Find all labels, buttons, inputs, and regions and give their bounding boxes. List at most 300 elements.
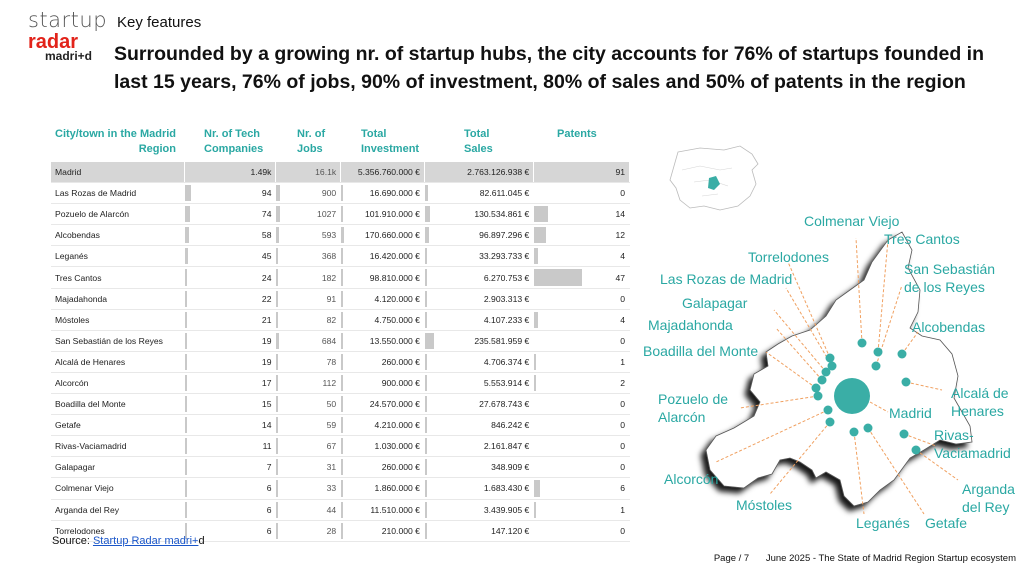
cell-patents-bar [534,206,548,222]
map-label-majadahonda: Majadahonda [648,317,733,333]
cell-tech-bar [185,291,187,307]
cell-sales-value: 348.909 € [491,462,530,473]
cell-sales-bar [425,396,427,412]
page-number: Page / 7 [713,553,750,564]
table-row [51,394,630,415]
cell-tech-value: 19 [261,356,272,367]
cell-sales [424,394,533,415]
cell-city: Arganda del Rey [51,499,185,520]
cell-inv-bar [341,333,343,349]
cell-jobs [276,267,341,288]
cell-sales-bar [425,206,430,222]
cell-patents-value: 0 [620,462,625,473]
cell-tech [185,267,276,288]
cell-patents [534,267,630,288]
cell-sales-value: 96.897.296 € [479,230,530,241]
cell-inv [341,372,425,393]
cell-jobs-bar [276,291,278,307]
map-label-san-sebastian-line2: de los Reyes [904,279,985,295]
cell-city: Boadilla del Monte [51,394,185,415]
cell-city: Majadahonda [51,288,185,309]
cell-tech-value: 58 [261,230,272,241]
table-row [51,183,630,204]
cell-jobs-bar [276,438,278,454]
cell-patents [534,288,630,309]
cell-patents [534,162,630,183]
cell-inv-bar [341,438,343,454]
table-row [51,436,630,457]
cell-jobs [276,162,341,183]
header-inv-line1: Total [361,128,387,140]
map-dot-madrid [834,378,870,414]
map-dot-boadilla [812,384,821,393]
cell-sales-bar [425,375,427,391]
cell-tech [185,225,276,246]
table-row [51,478,630,499]
cell-inv-bar [341,459,343,475]
cell-tech [185,478,276,499]
table-row [51,246,630,267]
header-sales-line2: Sales [464,143,493,155]
startup-radar-logo [28,10,108,62]
table-row [51,309,630,330]
cell-patents-value: 6 [620,483,625,494]
cell-tech [185,309,276,330]
cell-tech [185,288,276,309]
cell-tech-bar [185,248,188,264]
cell-sales-value: 2.903.313 € [483,293,530,304]
cell-jobs-value: 368 [321,251,337,262]
cell-sales-value: 33.293.733 € [479,251,530,262]
map-dot-galapagar [822,368,831,377]
cell-city: Alcalá de Henares [51,351,185,372]
cell-tech-value: 17 [261,377,272,388]
table-row [51,415,630,436]
cell-jobs [276,415,341,436]
map-label-tres-cantos: Tres Cantos [884,231,960,247]
cell-jobs [276,457,341,478]
cell-inv [341,415,425,436]
cell-sales [424,267,533,288]
cell-city: Tres Cantos [51,267,185,288]
cell-patents-value: 47 [615,272,625,283]
map-dot-arganda [912,446,921,455]
table-row [51,288,630,309]
cell-city: Las Rozas de Madrid [51,183,185,204]
map-dot-alcala [902,378,911,387]
cell-city: Pozuelo de Alarcón [51,204,185,225]
cell-sales [424,246,533,267]
cell-sales [424,478,533,499]
cell-tech-bar [185,438,187,454]
cell-patents-value: 0 [620,335,625,346]
cell-jobs-value: 31 [326,462,337,473]
cell-city: Galapagar [51,457,185,478]
cell-jobs-value: 91 [326,293,337,304]
map-label-alcorcon: Alcorcón [664,471,719,487]
cell-sales-bar [425,459,427,475]
cell-jobs [276,183,341,204]
cell-sales-bar [425,417,427,433]
table-row [51,330,630,351]
cell-city: Móstoles [51,309,185,330]
header-patents [557,127,597,142]
cell-inv-bar [341,523,343,539]
map-dot-alcobendas [898,350,907,359]
header-investment [361,127,419,157]
cell-inv [341,267,425,288]
cell-sales [424,162,533,183]
cell-inv-value: 11.510.000 € [370,504,420,515]
map-label-mostoles: Móstoles [736,497,793,513]
cell-sales-value: 4.107.233 € [483,314,530,325]
cell-sales-value: 6.270.753 € [483,272,530,283]
cell-inv-value: 24.570.000 € [369,399,420,410]
cell-patents [534,436,630,457]
cell-jobs [276,372,341,393]
map-label-colmenar-viejo: Colmenar Viejo [804,213,900,229]
table-row [51,204,630,225]
cell-jobs-value: 28 [326,525,337,536]
cell-inv-bar [341,291,343,307]
cell-city: Getafe [51,415,185,436]
cell-inv [341,499,425,520]
cell-sales-value: 130.534.861 € [474,209,530,220]
cell-tech-bar [185,417,187,433]
cell-patents [534,183,630,204]
map-label-madrid: Madrid [889,405,932,421]
cell-jobs [276,436,341,457]
cell-sales-bar [425,291,427,307]
cell-patents-value: 4 [620,251,625,262]
map-dot-sansebastian [872,362,881,371]
cell-tech [185,394,276,415]
cell-jobs [276,330,341,351]
source-prefix: Source: [52,535,93,547]
table-row [51,457,630,478]
cell-sales-bar [425,333,434,349]
cell-patents-value: 0 [620,441,625,452]
cell-jobs-bar [276,480,278,496]
cell-tech-value: 11 [262,441,272,452]
cell-sales-value: 82.611.045 € [479,188,530,199]
cell-jobs-bar [276,312,278,328]
cell-inv [341,183,425,204]
cell-patents [534,225,630,246]
cell-sales-value: 1.683.430 € [483,483,530,494]
cell-inv-value: 4.120.000 € [374,293,420,304]
cell-patents [534,372,630,393]
cell-inv-value: 260.000 € [381,462,420,473]
cell-sales-value: 4.706.374 € [483,356,530,367]
table-row [51,267,630,288]
cell-inv-bar [341,248,343,264]
map-label-alcala [951,384,1009,420]
cell-city: Alcorcón [51,372,185,393]
map-dot-getafe [864,424,873,433]
cell-jobs-bar [276,417,278,433]
cell-city: Colmenar Viejo [51,478,185,499]
cell-jobs-value: 50 [326,399,337,410]
cell-patents [534,246,630,267]
cell-inv [341,520,425,541]
table-row [51,351,630,372]
map-dot-torrelodones [826,354,835,363]
cell-patents-value: 0 [620,188,625,199]
cell-inv-value: 900.000 € [381,377,420,388]
cell-jobs [276,204,341,225]
map-label-rivas-line1: Rivas- [934,427,974,443]
cell-tech [185,330,276,351]
cell-jobs-bar [276,375,278,391]
map-label-boadilla: Boadilla del Monte [643,343,759,359]
cell-patents-bar [534,248,538,264]
page-headline: Surrounded by a growing nr. of startup hubs, the city accounts for 76% of startups founded in last 15 years, 76% of jobs, 90% of investment, 80% of sales and 50% of patents in the region [114,43,984,93]
cell-tech-bar [185,312,187,328]
cell-sales-bar [425,502,427,518]
cell-city: Torrelodones [51,520,185,541]
cell-patents-value: 4 [620,314,625,325]
map-label-pozuelo [658,390,728,426]
cell-tech [185,162,276,183]
header-city-line1: City/town in the Madrid [55,128,176,140]
cell-patents [534,499,630,520]
header-tech-line1: Nr. of Tech [204,128,261,140]
cell-tech-value: 7 [266,462,272,473]
cell-inv [341,162,425,183]
header-city [36,127,176,157]
header-sales [464,127,493,157]
cell-patents [534,478,630,499]
cell-tech [185,246,276,267]
cell-sales-value: 147.120 € [491,525,530,536]
map-dot-colmenar [858,339,867,348]
map-label-alcala-line2: Henares [951,403,1004,419]
cell-jobs-value: 182 [321,272,337,283]
cell-tech-value: 1.49k [250,167,272,178]
map-dot-alcorcon [824,406,833,415]
cell-tech-value: 6 [266,504,272,515]
cell-inv-bar [341,312,343,328]
cell-tech-value: 24 [261,272,272,283]
source-note [52,535,205,547]
cell-inv-value: 1.030.000 € [374,441,420,452]
cell-patents [534,309,630,330]
cell-city: Rivas-Vaciamadrid [51,436,185,457]
cell-tech [185,183,276,204]
cell-patents [534,415,630,436]
cell-tech [185,351,276,372]
cell-tech-value: 19 [261,335,272,346]
cell-sales [424,204,533,225]
cell-tech-value: 21 [261,314,272,325]
cell-inv-value: 16.690.000 € [369,188,420,199]
cell-sales-value: 846.242 € [491,420,530,431]
cell-jobs-bar [276,502,278,518]
cell-inv-bar [341,396,343,412]
cell-jobs [276,394,341,415]
cell-tech [185,457,276,478]
cell-patents-value: 1 [620,504,625,515]
cell-inv-value: 101.910.000 € [364,209,420,220]
cell-patents-value: 0 [620,420,625,431]
cell-jobs [276,288,341,309]
cell-sales [424,225,533,246]
cell-jobs-value: 78 [326,356,337,367]
cell-jobs-value: 59 [326,420,337,431]
cell-jobs-bar [276,227,278,243]
cell-sales [424,351,533,372]
cell-jobs-bar [276,333,278,349]
cell-inv [341,394,425,415]
cell-jobs-bar [276,248,278,264]
cell-patents [534,204,630,225]
cell-jobs-bar [276,269,278,285]
cell-patents-value: 14 [615,209,625,220]
cell-patents [534,351,630,372]
map-label-san-sebastian-line1: San Sebastián [904,261,996,277]
cell-tech-value: 14 [261,420,272,431]
cell-tech-value: 22 [261,293,272,304]
cell-inv [341,309,425,330]
cell-tech-value: 74 [261,209,272,220]
cell-tech [185,499,276,520]
cell-patents [534,394,630,415]
cell-jobs-value: 33 [326,483,337,494]
cell-inv-bar [341,417,343,433]
map-label-leganes: Leganés [856,515,910,531]
cell-inv-bar [341,269,343,285]
cell-patents-value: 2 [620,377,625,388]
header-tech-line2: Companies [204,143,264,155]
section-label: Key features [117,14,202,31]
map-dot-majadahonda [818,376,827,385]
cell-city: Alcobendas [51,225,185,246]
table-row [51,162,630,183]
cell-inv [341,351,425,372]
table-row [51,225,630,246]
logo-line-1: startup [28,8,108,32]
cell-sales [424,520,533,541]
cell-jobs-bar [276,185,279,201]
cell-jobs [276,225,341,246]
cell-jobs-bar [276,459,278,475]
map-label-rivas-line2: Vaciamadrid [934,445,1011,461]
cell-jobs-value: 593 [321,230,337,241]
cell-patents-bar [534,227,546,243]
cell-jobs-value: 684 [321,335,337,346]
header-jobs [297,127,325,157]
cell-patents-bar [534,312,538,328]
map-dot-leganes [850,428,859,437]
cell-patents-value: 1 [620,356,625,367]
spain-inset-map [670,146,758,210]
cell-sales-bar [425,248,427,264]
cell-tech-value: 6 [266,525,272,536]
cell-patents-bar [534,480,540,496]
cell-tech-bar [185,396,187,412]
cell-sales-bar [425,227,429,243]
map-label-arganda-line2: del Rey [962,499,1010,515]
cell-sales-bar [425,480,427,496]
cell-patents-value: 12 [615,230,625,241]
cell-inv-bar [341,480,343,496]
cell-sales-value: 27.678.743 € [479,399,530,410]
cell-sales-bar [425,269,427,285]
cell-sales-value: 235.581.959 € [474,335,530,346]
cell-sales-value: 5.553.914 € [483,377,530,388]
cell-inv-bar [341,227,343,243]
cell-tech [185,436,276,457]
cell-inv-value: 5.356.760.000 € [357,167,420,178]
cell-jobs-bar [276,523,278,539]
cell-sales-value: 2.763.126.938 € [467,167,530,178]
cell-sales [424,330,533,351]
map-label-getafe: Getafe [925,515,968,531]
cell-inv [341,246,425,267]
header-jobs-line2: Jobs [297,143,323,155]
cell-tech-bar [185,185,190,201]
cell-inv [341,457,425,478]
cell-tech [185,372,276,393]
header-inv-line2: Investment [361,143,420,155]
cell-inv-value: 1.860.000 € [374,483,420,494]
cell-jobs [276,478,341,499]
map-label-pozuelo-line2: Alarcón [658,409,706,425]
cell-patents-bar [534,269,582,285]
map-label-san-sebastian [904,260,995,296]
header-jobs-line1: Nr. of [297,128,326,140]
map-label-arganda-line1: Arganda [962,481,1015,497]
cell-sales [424,415,533,436]
header-city-line2: Region [138,143,176,155]
map-label-arganda [962,480,1015,516]
map-label-alcobendas: Alcobendas [912,319,986,335]
cell-city: Madrid [51,162,185,183]
cell-tech-bar [185,480,187,496]
cell-patents-value: 0 [620,293,625,304]
cell-tech-bar [185,206,189,222]
cell-tech [185,415,276,436]
cell-jobs [276,351,341,372]
cell-jobs-bar [276,206,280,222]
cell-sales-bar [425,354,427,370]
cell-jobs-value: 900 [321,188,337,199]
cell-jobs [276,520,341,541]
cell-tech-value: 94 [261,188,272,199]
map-label-las-rozas: Las Rozas de Madrid [660,271,793,287]
cell-tech-bar [185,227,188,243]
map-label-alcala-line1: Alcalá de [951,385,1009,401]
map-label-galapagar: Galapagar [682,295,748,311]
cell-sales [424,372,533,393]
cell-jobs-value: 82 [326,314,337,325]
cell-tech-value: 45 [261,251,272,262]
cell-patents [534,457,630,478]
cell-tech-bar [185,354,187,370]
cell-jobs [276,309,341,330]
cell-sales [424,288,533,309]
cell-tech-bar [185,459,187,475]
cell-inv-bar [341,185,343,201]
cell-tech-bar [185,502,187,518]
map-dot-trescantos [874,348,883,357]
logo-line-2: radar [28,31,79,53]
source-link[interactable]: Startup Radar madri+ [92,535,199,547]
header-tech [204,127,263,157]
cell-patents-value: 91 [615,167,625,178]
cell-tech [185,204,276,225]
